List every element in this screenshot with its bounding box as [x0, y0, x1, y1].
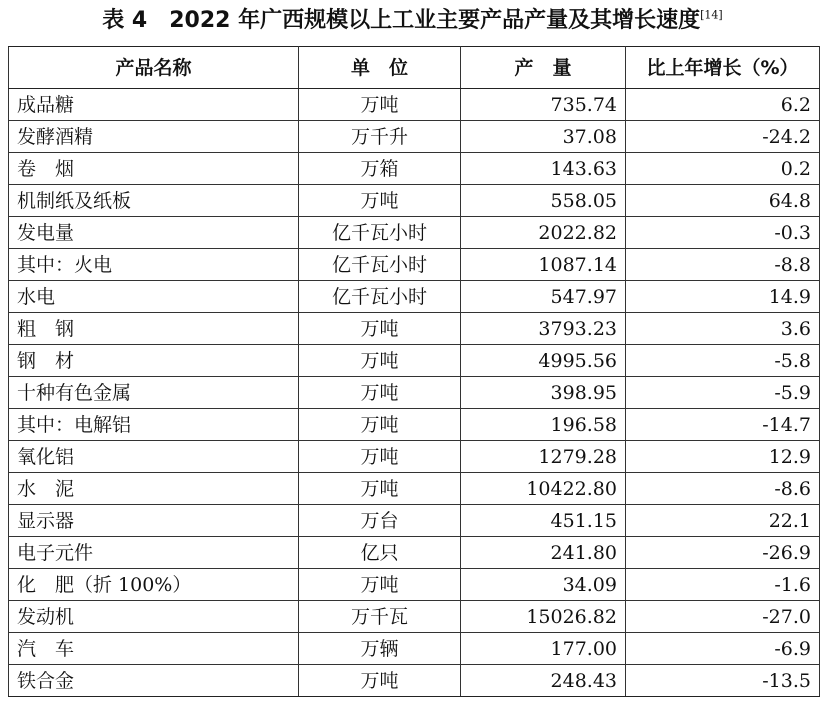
footnote-reference: [14] [700, 8, 723, 22]
table-row [9, 569, 820, 601]
cell-unit: 万吨 [299, 665, 461, 697]
cell-output: 735.74 [461, 89, 626, 121]
cell-product-name: 氧化铝 [9, 441, 299, 473]
cell-output: 2022.82 [461, 217, 626, 249]
cell-output: 4995.56 [461, 345, 626, 377]
cell-product-name: 铁合金 [9, 665, 299, 697]
cell-unit: 万吨 [299, 409, 461, 441]
cell-unit: 亿只 [299, 537, 461, 569]
cell-output: 196.58 [461, 409, 626, 441]
table-row [9, 601, 820, 633]
cell-product-name: 十种有色金属 [9, 377, 299, 409]
cell-growth: 3.6 [626, 313, 820, 345]
cell-growth: -8.8 [626, 249, 820, 281]
cell-product-name: 电子元件 [9, 537, 299, 569]
cell-unit: 万吨 [299, 313, 461, 345]
table-row [9, 537, 820, 569]
cell-unit: 万吨 [299, 345, 461, 377]
cell-unit: 万辆 [299, 633, 461, 665]
cell-unit: 万吨 [299, 441, 461, 473]
table-row [9, 281, 820, 313]
cell-growth: -5.8 [626, 345, 820, 377]
cell-product-name: 水 泥 [9, 473, 299, 505]
header-unit: 单 位 [299, 47, 461, 89]
cell-output: 34.09 [461, 569, 626, 601]
cell-output: 558.05 [461, 185, 626, 217]
table-row [9, 345, 820, 377]
cell-unit: 亿千瓦小时 [299, 217, 461, 249]
cell-product-name: 发电量 [9, 217, 299, 249]
table-row [9, 89, 820, 121]
cell-product-name: 成品糖 [9, 89, 299, 121]
cell-unit: 亿千瓦小时 [299, 281, 461, 313]
table-row [9, 185, 820, 217]
cell-product-name: 粗 钢 [9, 313, 299, 345]
cell-output: 547.97 [461, 281, 626, 313]
cell-output: 1279.28 [461, 441, 626, 473]
cell-growth: -8.6 [626, 473, 820, 505]
cell-product-name: 显示器 [9, 505, 299, 537]
cell-output: 248.43 [461, 665, 626, 697]
cell-unit: 万千升 [299, 121, 461, 153]
cell-output: 10422.80 [461, 473, 626, 505]
table-row [9, 633, 820, 665]
table-row [9, 441, 820, 473]
product-output-table [8, 46, 820, 697]
cell-product-name: 其中：电解铝 [9, 409, 299, 441]
table-row [9, 217, 820, 249]
cell-output: 451.15 [461, 505, 626, 537]
table-row [9, 249, 820, 281]
cell-unit: 万台 [299, 505, 461, 537]
cell-growth: 14.9 [626, 281, 820, 313]
header-growth: 比上年增长（%） [626, 47, 820, 89]
cell-growth: 22.1 [626, 505, 820, 537]
cell-output: 241.80 [461, 537, 626, 569]
cell-product-name: 钢 材 [9, 345, 299, 377]
cell-output: 1087.14 [461, 249, 626, 281]
cell-growth: -27.0 [626, 601, 820, 633]
cell-growth: 0.2 [626, 153, 820, 185]
header-output: 产 量 [461, 47, 626, 89]
table-title-text: 表 4 2022 年广西规模以上工业主要产品产量及其增长速度 [102, 8, 701, 33]
table-row [9, 313, 820, 345]
cell-growth: -1.6 [626, 569, 820, 601]
cell-unit: 万千瓦 [299, 601, 461, 633]
cell-product-name: 发动机 [9, 601, 299, 633]
cell-output: 15026.82 [461, 601, 626, 633]
cell-growth: -13.5 [626, 665, 820, 697]
table-body [9, 89, 820, 697]
cell-unit: 万吨 [299, 569, 461, 601]
cell-growth: -26.9 [626, 537, 820, 569]
cell-product-name: 其中：火电 [9, 249, 299, 281]
table-row [9, 121, 820, 153]
cell-growth: -6.9 [626, 633, 820, 665]
table-title [0, 6, 825, 36]
cell-output: 177.00 [461, 633, 626, 665]
cell-growth: 12.9 [626, 441, 820, 473]
cell-unit: 万吨 [299, 377, 461, 409]
cell-output: 37.08 [461, 121, 626, 153]
cell-output: 143.63 [461, 153, 626, 185]
cell-product-name: 机制纸及纸板 [9, 185, 299, 217]
table-row [9, 665, 820, 697]
header-product-name: 产品名称 [9, 47, 299, 89]
table-row [9, 473, 820, 505]
cell-product-name: 卷 烟 [9, 153, 299, 185]
cell-product-name: 发酵酒精 [9, 121, 299, 153]
table-row [9, 377, 820, 409]
cell-growth: -14.7 [626, 409, 820, 441]
cell-unit: 万吨 [299, 89, 461, 121]
cell-output: 398.95 [461, 377, 626, 409]
table-row [9, 409, 820, 441]
table-row [9, 505, 820, 537]
cell-unit: 万吨 [299, 185, 461, 217]
cell-growth: -24.2 [626, 121, 820, 153]
cell-unit: 万吨 [299, 473, 461, 505]
cell-product-name: 化 肥（折 100%） [9, 569, 299, 601]
table-header-row [9, 47, 820, 89]
cell-product-name: 水电 [9, 281, 299, 313]
table-row [9, 153, 820, 185]
cell-output: 3793.23 [461, 313, 626, 345]
cell-unit: 亿千瓦小时 [299, 249, 461, 281]
cell-product-name: 汽 车 [9, 633, 299, 665]
cell-growth: 64.8 [626, 185, 820, 217]
cell-growth: -5.9 [626, 377, 820, 409]
cell-growth: 6.2 [626, 89, 820, 121]
cell-growth: -0.3 [626, 217, 820, 249]
cell-unit: 万箱 [299, 153, 461, 185]
